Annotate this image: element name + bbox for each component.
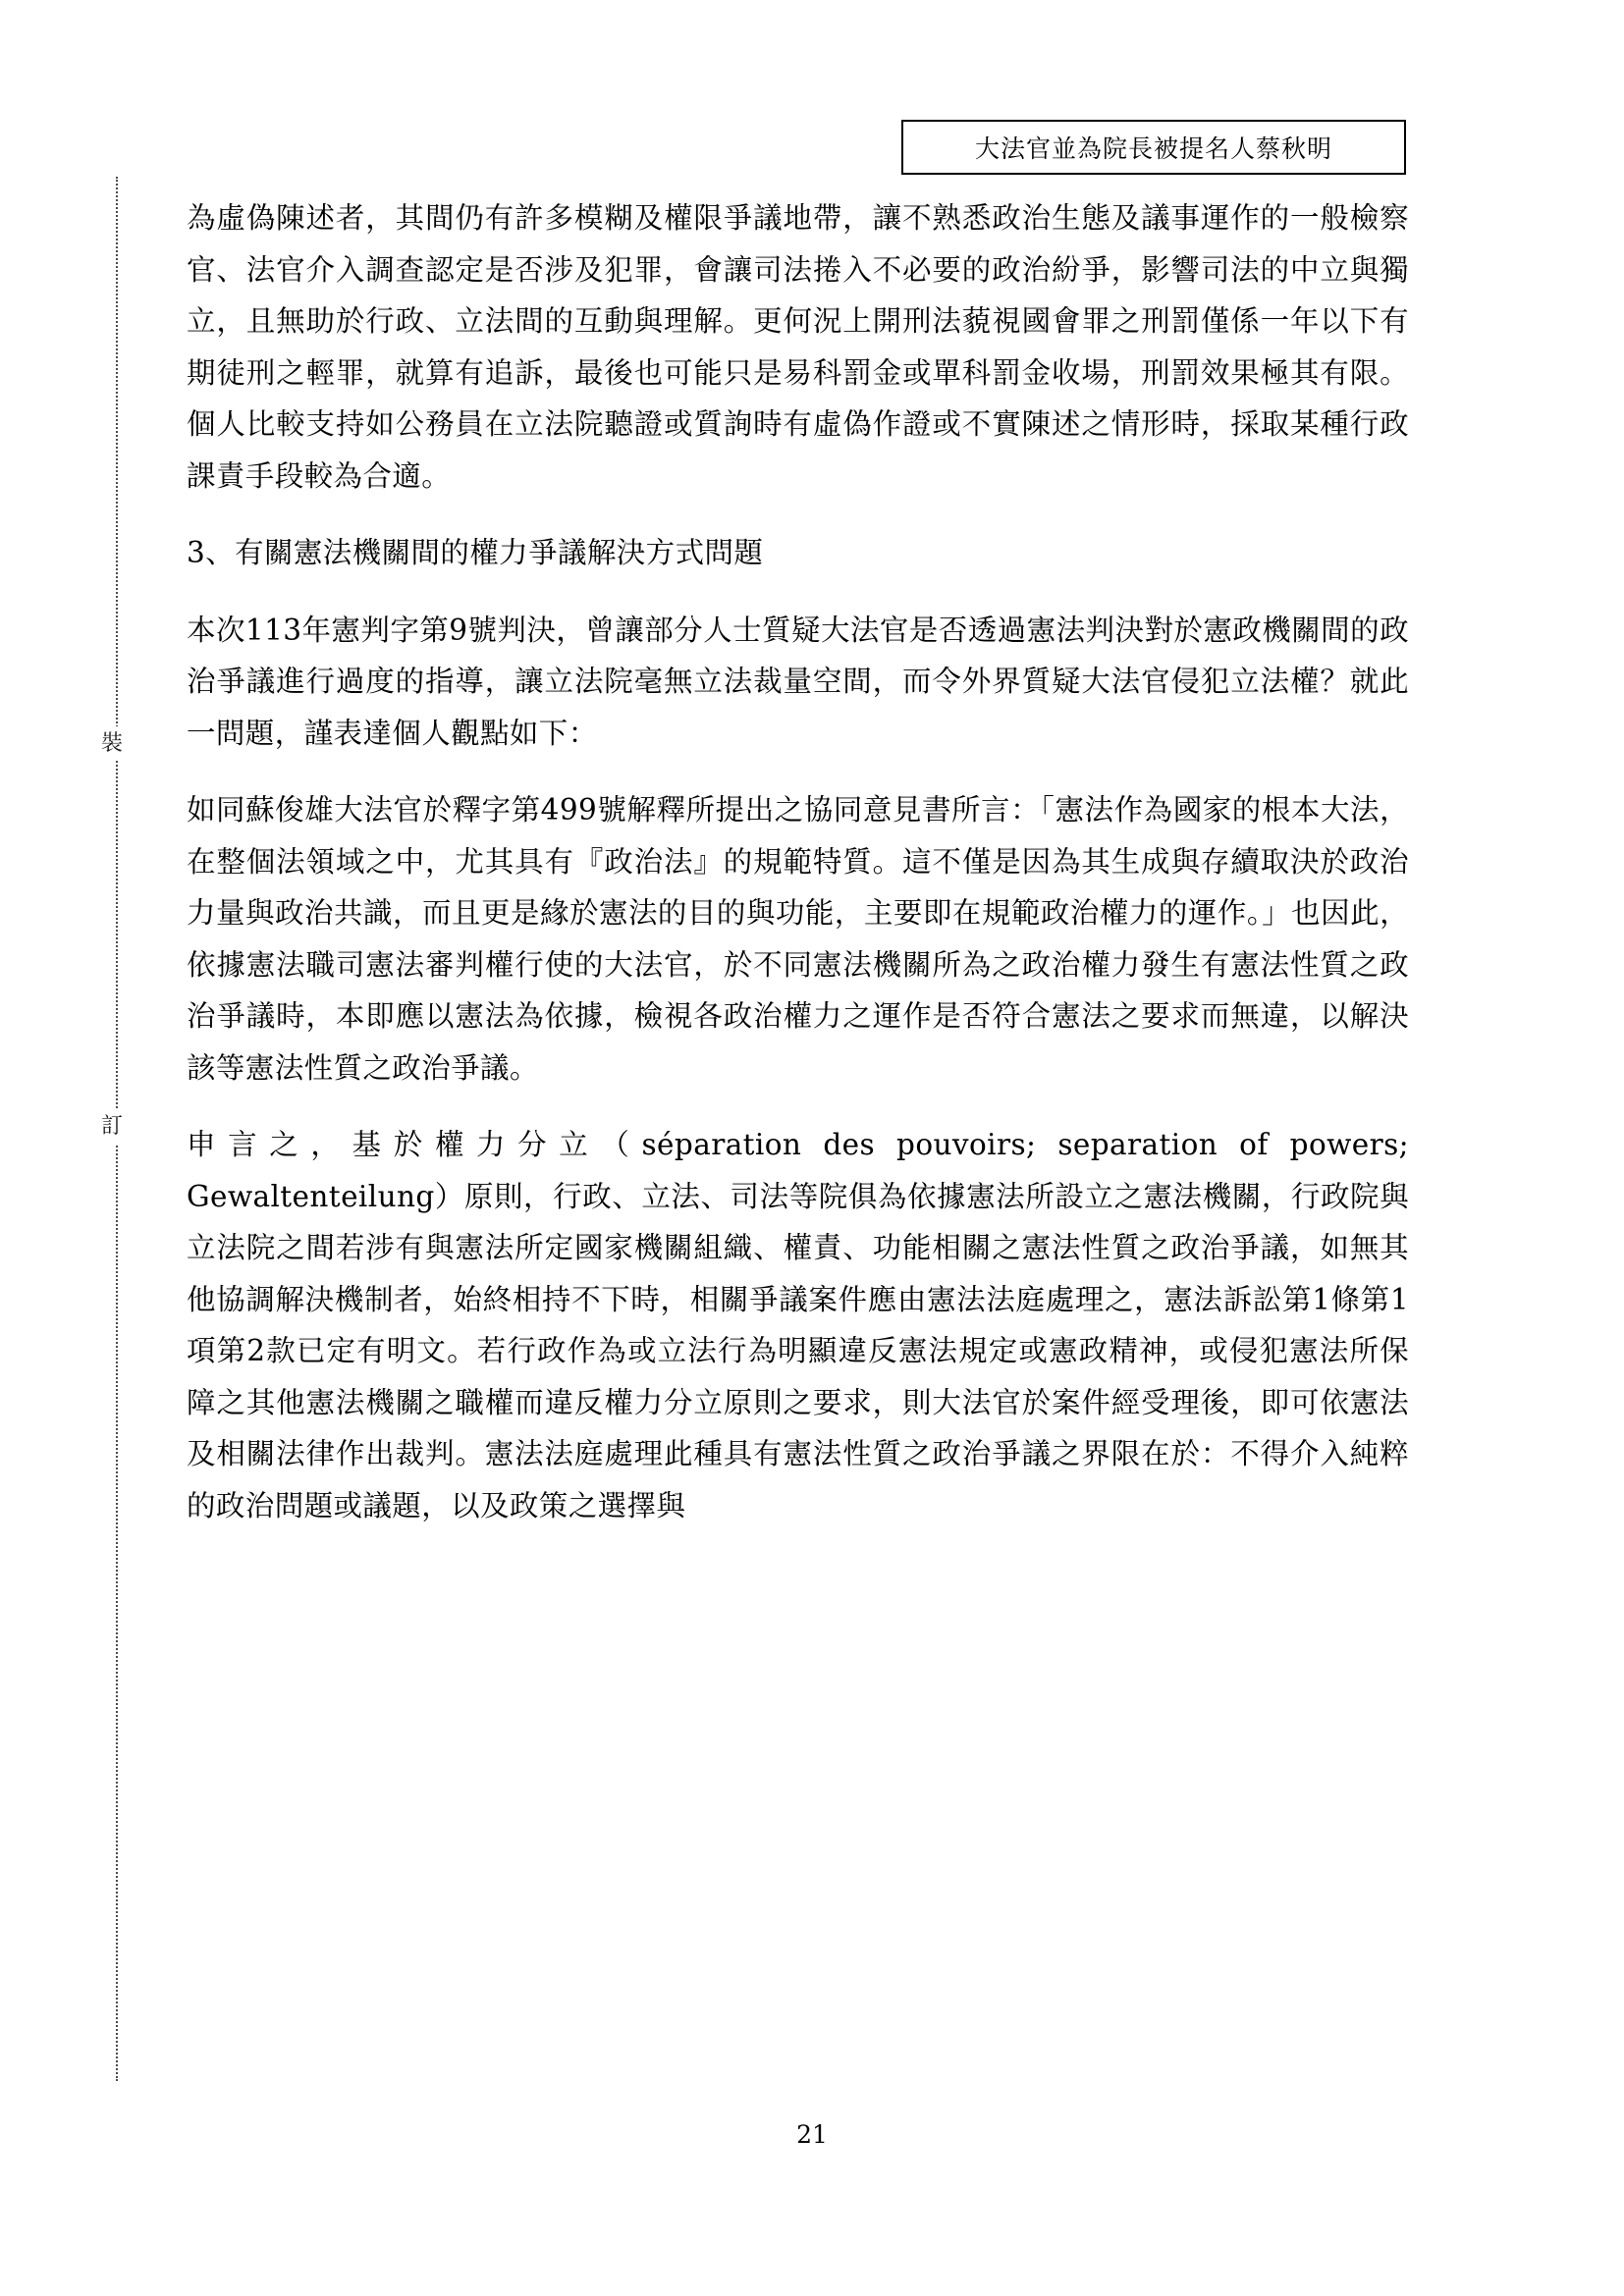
paragraph-4: 申言之，基於權力分立（séparation des pouvoirs; separation of powers; Gewaltenteilung）原則，行政、立法、司法等院俱為依據憲法所設立之憲法機關，行政院與立法院之間若涉有與憲法所定國家機關組織、權責、功能相關之憲法性質之政治爭議，如無其他協調解決機制者，始終相持不下時，相關爭議案件應由憲法法庭處理之，憲法訴訟第1條第1項第2款已定有明文。若行政作為或立法行為明顯違反憲法規定或憲政精神，或侵犯憲法所保障之其他憲法機關之職權而違反權力分立原則之要求，則大法官於案件經受理後，即可依憲法及相關法律作出裁判。憲法法庭處理此種具有憲法性質之政治爭議之界限在於：不得介入純粹的政治問題或議題，以及政策之選擇與 [187, 1128, 1409, 1522]
page-number: 21 [796, 2120, 828, 2149]
binding-label-top: 裝 [94, 726, 130, 761]
document-body [187, 192, 1409, 1557]
paragraph-1: 為虛偽陳述者，其間仍有許多模糊及權限爭議地帶，讓不熟悉政治生態及議事運作的一般檢察官、法官介入調查認定是否涉及犯罪，會讓司法捲入不必要的政治紛爭，影響司法的中立與獨立，且無助於行政、立法間的互動與理解。更何況上開刑法藐視國會罪之刑罰僅係一年以下有期徒刑之輕罪，就算有追訴，最後也可能只是易科罰金或單科罰金收場，刑罰效果極其有限。個人比較支持如公務員在立法院聽證或質詢時有虛偽作證或不實陳述之情形時，採取某種行政課責手段較為合適。 [187, 201, 1409, 493]
page-header-label: 大法官並為院長被提名人蔡秋明 [974, 134, 1332, 163]
page-header-box [901, 120, 1406, 175]
paragraph-2: 本次113年憲判字第9號判決，曾讓部分人士質疑大法官是否透過憲法判決對於憲政機關間的政治爭議進行過度的指導，讓立法院毫無立法裁量空間，而令外界質疑大法官侵犯立法權？就此一問題，謹表達個人觀點如下： [187, 613, 1409, 750]
paragraph-3: 如同蘇俊雄大法官於釋字第499號解釋所提出之協同意見書所言：「憲法作為國家的根本大法，在整個法領域之中，尤其具有『政治法』的規範特質。這不僅是因為其生成與存續取決於政治力量與政治共識，而且更是緣於憲法的目的與功能，主要即在規範政治權力的運作。」也因此，依據憲法職司憲法審判權行使的大法官，於不同憲法機關所為之政治權力發生有憲法性質之政治爭議時，本即應以憲法為依據，檢視各政治權力之運作是否符合憲法之要求而無違，以解決該等憲法性質之政治爭議。 [187, 793, 1409, 1085]
section-heading-3: 3、有關憲法機關間的權力爭議解決方式問題 [187, 536, 764, 569]
binding-label-bottom: 訂 [94, 1109, 130, 1144]
